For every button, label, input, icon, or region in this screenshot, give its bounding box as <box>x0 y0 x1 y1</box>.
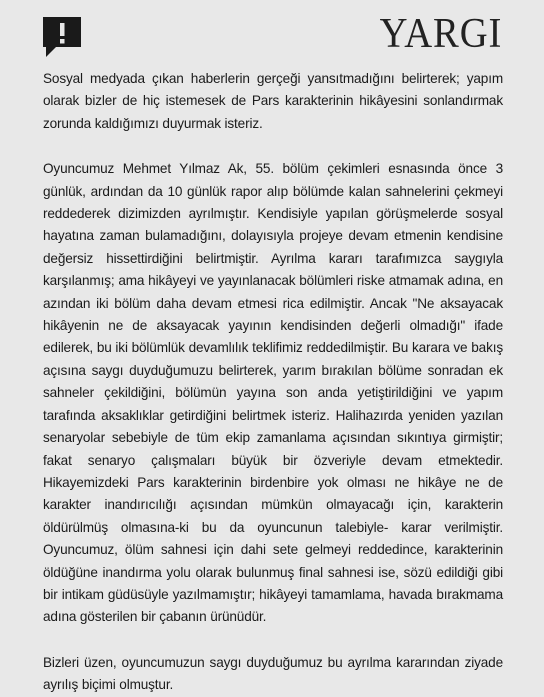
speech-bubble-exclamation-icon <box>43 17 81 57</box>
statement-text <box>43 68 503 697</box>
header <box>0 0 544 62</box>
paragraph-closing: Bizleri üzen, oyuncumuzun saygı duyduğumuz bu ayrılma kararından ziyade ayrılış biçimi olmuştur. <box>43 654 503 693</box>
paragraph-details: Oyuncumuz Mehmet Yılmaz Ak, 55. bölüm çekimleri esnasında önce 3 günlük, ardından da 10 günlük rapor alıp bölümde kalan sahnelerini çekmeyi reddederek dizimizden ayrılmıştır. Kendisiyle yapılan görüşmelerde sosyal hayatına zaman bulamadığını, dolayısıyla projeye devam etmenin kendisine değersiz hissettirdiğini belirtmiştir. Ayrılma kararı tarafımızca saygıyla karşılanmış; ama hikâyeyi ve yayınlanacak bölümleri riske atmamak adına, en azından iki bölüm daha devam etmesi rica edilmiştir. Ancak "Ne aksayacak hikâyenin ne de aksayacak yayının kendisinden değerli olmadığı" ifade edilerek, bu iki bölümlük devamlılık teklifimiz reddedilmiştir. Bu karara ve bakış açısına saygı duyduğumuzu belirterek, yarım bırakılan bölüme sonradan ek sahneler çekildiğini, bölümün yayına son anda yetiştirildiğini ve yapım tarafında aksaklıklar getirdiğini belirtmek isteriz. Halihazırda yeniden yazılan senaryolar sebebiyle de tüm ekip zamanlama açısından sıkıntıya girmiştir; fakat senaryo çalışmaları büyük bir özveriyle devam etmektedir. Hikayemizdeki Pars karakterinin birdenbire yok olması ne hikâye ne de karakter inandırıcılığı açısından mümkün olmayacağı için, karakterin öldürülmüş olmasına-ki bu da oyuncunun talebiyle- karar verilmiştir. Oyuncumuz, ölüm sahnesi için dahi sete gelmeyi reddedince, karakterinin öldüğüne inandırma yolu olarak bulunmuş final sahnesi ise, sözü edildiği gibi bir intikam güdüsüyle yazılmamıştır; hikâyeyi tamamlama, havada bırakmama adına gösterilen bir çabanın ürünüdür. <box>43 161 503 625</box>
paragraph-intro: Sosyal medyada çıkan haberlerin gerçeği yansıtmadığını belirterek; yapım olarak bizler de hiç istemesek de Pars karakterinin hikâyesini sonlandırmak zorunda kaldığımızı duyurmak isteriz. <box>43 71 503 131</box>
brand-logo: YARGI <box>379 11 502 57</box>
